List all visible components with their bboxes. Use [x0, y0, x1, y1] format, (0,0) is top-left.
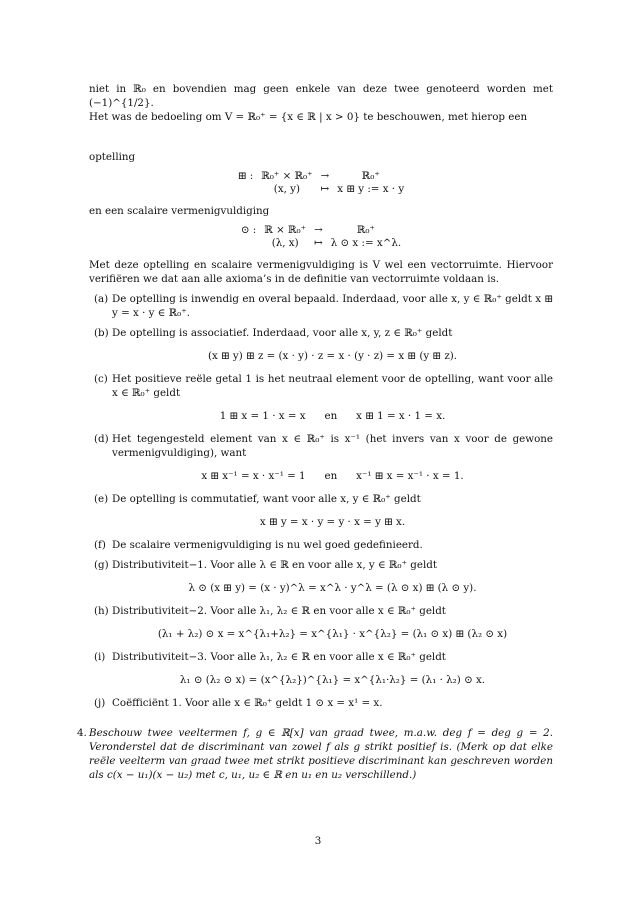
item-display: (x ⊞ y) ⊞ z = (x · y) · z = x · (y · z) = x ⊞ (y ⊞ z). — [207, 350, 458, 362]
item-text: Distributiviteit−1. Voor alle λ ∈ ℝ en voor alle x, y ∈ ℝ₀⁺ geldt — [112, 559, 437, 571]
item-display: (λ₁ + λ₂) ⊙ x = x^{λ₁+λ₂} = x^{λ₁} · x^{λ₂} = (λ₁ ⊙ x) ⊞ (λ₂ ⊙ x) — [157, 628, 508, 640]
item-text: De optelling is associatief. Inderdaad, voor alle x, y, z ∈ ℝ₀⁺ geldt — [112, 327, 453, 339]
item-display — [112, 409, 553, 423]
mul-codomain: ℝ₀⁺ — [356, 224, 375, 236]
axiom-item-b — [89, 326, 553, 363]
mul-mapsto: ↦ — [314, 237, 323, 249]
item-label: (j) — [94, 697, 106, 709]
item-label: (h) — [94, 605, 109, 617]
item-label: (c) — [94, 373, 108, 385]
axiom-item-f — [89, 538, 553, 552]
addition-map — [234, 170, 408, 196]
display-sep: en — [324, 410, 338, 422]
mul-domain: ℝ × ℝ₀⁺ — [264, 224, 307, 236]
exercise-4 — [77, 726, 553, 782]
intro-line-1: niet in ℝ₀ en bovendien mag geen enkele van deze twee genoteerd worden met (−1)^{1/2}. — [89, 83, 553, 109]
scalar-label: en een scalaire vermenigvuldiging — [89, 205, 270, 217]
add-mapsto: ↦ — [320, 183, 330, 195]
add-arrow: → — [320, 170, 330, 182]
add-domain: ℝ₀⁺ × ℝ₀⁺ — [261, 170, 313, 182]
item-display: x ⊞ y = x · y = y · x = y ⊞ x. — [259, 516, 406, 528]
mul-op: ⊙ : — [240, 224, 257, 236]
add-arg: (x, y) — [273, 183, 301, 195]
item-label: (d) — [94, 433, 109, 445]
document-body — [77, 82, 553, 782]
axiom-item-c — [89, 372, 553, 423]
item-label: (i) — [94, 651, 106, 663]
item-label: (e) — [94, 493, 109, 505]
item-label: (g) — [94, 559, 109, 571]
summary-paragraph: Met deze optelling en scalaire vermenigvuldiging is V wel een vectorruimte. Hiervoor verifiëren we dat aan alle axioma’s in de definitie van vectorruimte voldaan is. — [89, 259, 553, 285]
item-text: De optelling is inwendig en overal bepaald. Inderdaad, voor alle x, y ∈ ℝ₀⁺ geldt x ⊞ y = x · y ∈ ℝ₀⁺. — [112, 293, 553, 319]
item-text: Distributiviteit−3. Voor alle λ₁, λ₂ ∈ ℝ en voor alle x ∈ ℝ₀⁺ geldt — [112, 651, 446, 663]
optelling-label: optelling — [89, 151, 136, 163]
display-right: x⁻¹ ⊞ x = x⁻¹ · x = 1. — [356, 470, 464, 482]
display-left: x ⊞ x⁻¹ = x · x⁻¹ = 1 — [201, 470, 306, 482]
mul-rule: λ ⊙ x := x^λ. — [330, 237, 402, 249]
exercise-number: 4. — [77, 727, 87, 739]
item-text: De optelling is commutatief, want voor alle x, y ∈ ℝ₀⁺ geldt — [112, 493, 421, 505]
axiom-item-g — [89, 558, 553, 595]
axiom-list — [89, 292, 553, 710]
item-text: Het tegengesteld element van x ∈ ℝ₀⁺ is x⁻¹ (het invers van x voor de gewone vermenigvuldiging), want — [112, 433, 553, 459]
scalar-map — [237, 224, 405, 250]
mul-arg: (λ, x) — [271, 237, 299, 249]
item-display: λ₁ ⊙ (λ₂ ⊙ x) = (x^{λ₂})^{λ₁} = x^{λ₁·λ₂} = (λ₁ · λ₂) ⊙ x. — [179, 674, 486, 686]
axiom-item-e — [89, 492, 553, 529]
item-text: Het positieve reële getal 1 is het neutraal element voor de optelling, want voor alle x ∈ ℝ₀⁺ geldt — [112, 373, 553, 399]
item-text: Coëfficiënt 1. Voor alle x ∈ ℝ₀⁺ geldt 1 ⊙ x = x¹ = x. — [112, 697, 383, 709]
add-rule: x ⊞ y := x · y — [337, 183, 405, 195]
item-display — [112, 469, 553, 483]
page-number: 3 — [314, 835, 322, 847]
axiom-item-h — [89, 604, 553, 641]
axiom-item-i — [89, 650, 553, 687]
display-left: 1 ⊞ x = 1 · x = x — [219, 410, 306, 422]
item-label: (f) — [94, 539, 106, 551]
item-display: λ ⊙ (x ⊞ y) = (x · y)^λ = x^λ · y^λ = (λ ⊙ x) ⊞ (λ ⊙ y). — [188, 582, 477, 594]
item-text: De scalaire vermenigvuldiging is nu wel goed gedefinieerd. — [112, 539, 423, 551]
exercise-text: Beschouw twee veeltermen f, g ∈ ℝ[x] van graad twee, m.a.w. deg f = deg g = 2. Veronderstel dat de discriminant van zowel f als g strikt positief is. (Merk op dat elke reële veelterm van graad twee met strikt positieve discriminant kan geschreven worden als c(x − u₁)(x − u₂) met c, u₁, u₂ ∈ ℝ en u₁ en u₂ verschillend.) — [89, 727, 553, 781]
item-text: Distributiviteit−2. Voor alle λ₁, λ₂ ∈ ℝ en voor alle x ∈ ℝ₀⁺ geldt — [112, 605, 446, 617]
display-right: x ⊞ 1 = x · 1 = x. — [356, 410, 446, 422]
axiom-item-d — [89, 432, 553, 483]
axiom-item-a — [89, 292, 553, 320]
item-label: (a) — [94, 293, 109, 305]
mul-arrow: → — [314, 224, 323, 236]
item-label: (b) — [94, 327, 109, 339]
display-sep: en — [324, 470, 338, 482]
add-codomain: ℝ₀⁺ — [361, 170, 380, 182]
add-op: ⊞ : — [237, 170, 254, 182]
intro-line-2: Het was de bedoeling om V = ℝ₀⁺ = {x ∈ ℝ | x > 0} te beschouwen, met hierop een — [89, 111, 528, 123]
axiom-item-j — [89, 696, 553, 710]
